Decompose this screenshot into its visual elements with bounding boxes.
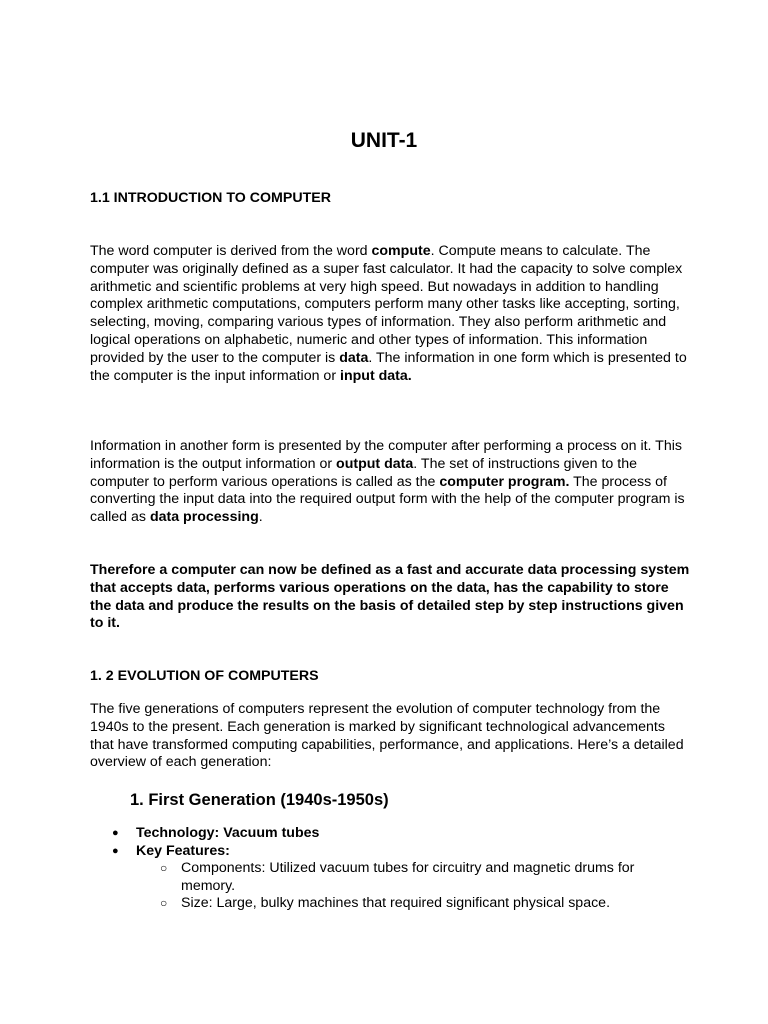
evolution-intro-paragraph: The five generations of computers represent the evolution of computer technology from the 1940s to the present. Each generation is marked by significant technological advancements that have transformed computing capabilities, performance, and applications. Here’s a detailed overview of each generation: (90, 701, 684, 771)
list-item (90, 842, 690, 913)
text-run: Information in another form is presented by the computer after performing a process on it. This information is the output information or (90, 438, 682, 472)
bold-term-output-data: output data (336, 455, 414, 472)
bold-term-input-data: input data. (340, 367, 412, 384)
computer-definition-paragraph: Therefore a computer can now be defined as a fast and accurate data processing system that accepts data, performs various operations on the data, has the capability to store the data and produce the results on the basis of detailed step by step instructions given to it. (90, 562, 690, 632)
technology-label: Technology: Vacuum tubes (136, 825, 320, 841)
document-title: UNIT-1 (350, 129, 418, 152)
bold-term-data-processing: data processing (149, 509, 259, 526)
list-item (90, 824, 690, 842)
key-features-label: Key Features: (136, 843, 230, 859)
text-run: . Compute means to calculate. The computer was originally defined as a super fast calculator. It had the capacity to solve complex arithmetic and scientific problems at very high speed. But nowadays in addition to handling complex arithmetic computations, computers perform many other tasks like accepting, sorting, selecting, moving, comparing various types of information. They also perform arithmetic and logical operations on alphabetic, numeric and other types of information. This information provided by the user to the computer is (90, 243, 683, 366)
first-generation-list (90, 824, 690, 913)
intro-paragraph-1 (90, 243, 690, 385)
text-run: The word computer is derived from the word (90, 243, 372, 259)
section-heading-evolution: 1. 2 EVOLUTION OF COMPUTERS (90, 668, 319, 684)
sub-list-item: ○ Components: Utilized vacuum tubes for circuitry and magnetic drums for memory. (136, 860, 690, 895)
bold-term-compute: compute (371, 243, 431, 259)
sub-list-item: ○ Size: Large, bulky machines that required significant physical space. (136, 895, 690, 913)
first-generation-heading: 1. First Generation (1940s-1950s) (130, 791, 389, 809)
text-run: . The set of instructions given to the computer to perform various operations is called as the (90, 455, 637, 490)
text-run: . The information in one form which is presented to the computer is the input information or (90, 349, 687, 384)
section-heading-introduction: 1.1 INTRODUCTION TO COMPUTER (90, 190, 331, 206)
key-features-sublist (136, 860, 690, 913)
intro-paragraph-2 (90, 438, 690, 527)
text-run: The process of converting the input data into the required output form with the help of the computer program is called as (90, 473, 685, 526)
bold-term-computer-program: computer program. (439, 473, 570, 490)
text-run: . (258, 509, 263, 526)
bold-term-data: data (339, 349, 369, 366)
